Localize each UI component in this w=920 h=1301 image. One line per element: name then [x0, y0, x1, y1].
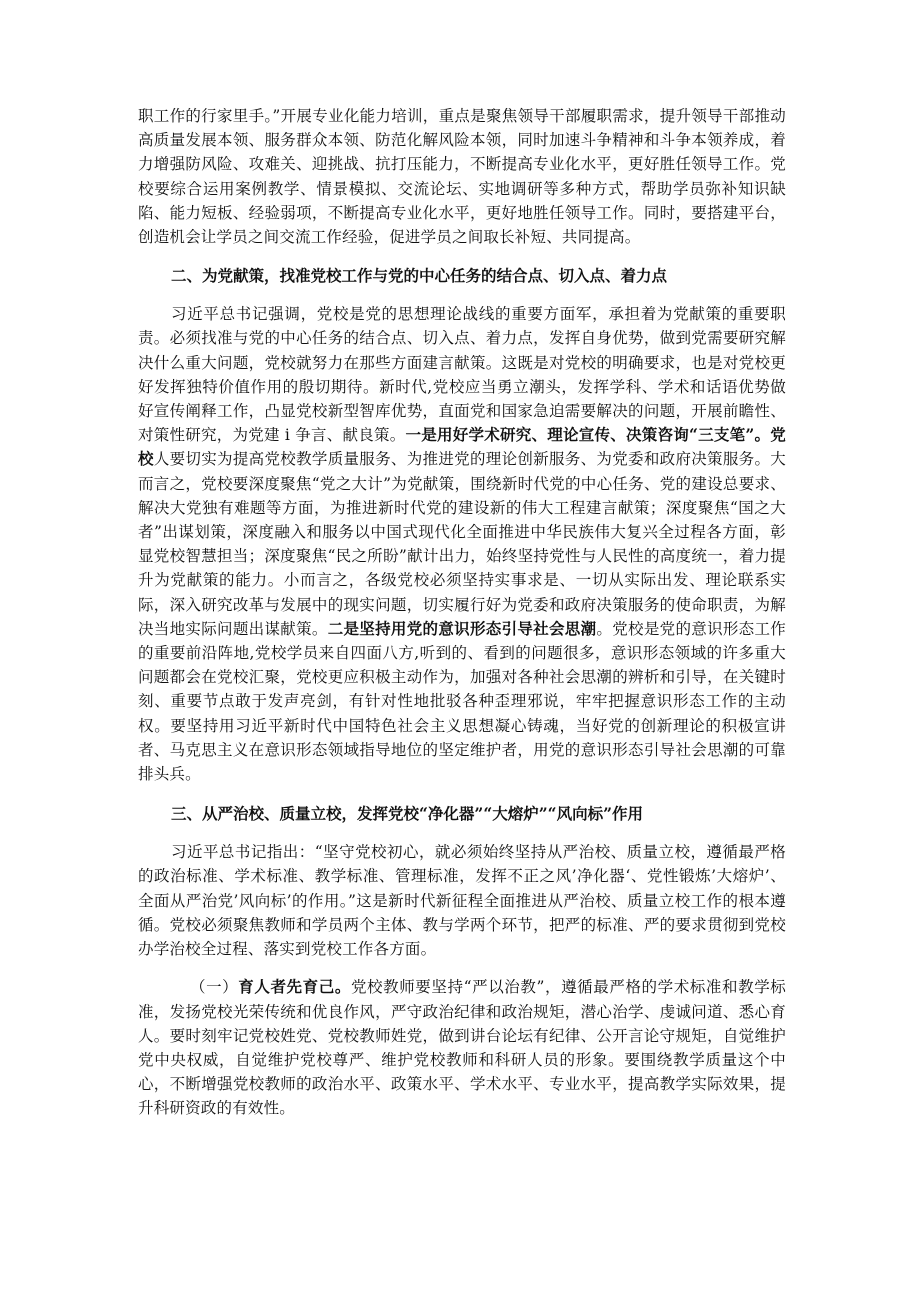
section-heading-3: 三、从严治校、质量立校，发挥党校“净化器”“大熔炉”“风向标”作用	[171, 804, 643, 824]
paragraph-3: 习近平总书记指出：“坚守党校初心，就必须始终坚持从严治校、质量立校，遵循最严格的政治标准、学术标准、教学标准、管理标准，发挥不正之风’净化器‘、党性锻炼’大熔炉’、全面从严治党’风向标’的作用。”这是新时代新征程全面推进从严治校、质量立校工作的根本遵循。党校必须聚焦教师和学员两个主体、教与学两个环节，把严的标准、严的要求贯彻到党校办学治校全过程、落实到党校工作各方面。	[138, 843, 786, 959]
paragraph-2	[138, 302, 786, 786]
paragraph-4	[138, 975, 786, 1120]
document-page	[138, 104, 786, 1121]
paragraph-2-text-c: 。党校是党的意识形态工作的重要前沿阵地,党校学员来自四面八方,听到的、看到的问题很多，意识形态领域的许多重大问题都会在党校汇聚，党校更应积极主动作为，加强对各种社会思潮的辨析和引导，在关键时刻、重要节点敢于发声亮剑，有针对性地批驳各种歪理邪说，牢牢把握意识形态工作的主动权。要坚持用习近平新时代中国特色社会主义思想凝心铸魂，当好党的创新理论的积极宣讲者、马克思主义在意识形态领域指导地位的坚定维护者，用党的意识形态引导社会思潮的可靠排头兵。	[138, 619, 787, 784]
paragraph-4-label: （一）	[190, 978, 239, 997]
paragraph-4-emphasis: 育人者先育己。	[238, 977, 351, 997]
paragraph-2-emphasis-1: 一是用好学术研究、理论宣传、决策咨询“三支笔”。党校	[138, 425, 786, 469]
paragraph-4-text: 党校教师要坚持“严以治教”，遵循最严格的学术标准和教学标准，发扬党校光荣传统和优良作风，严守政治纪律和政治规矩，潜心治学、虔诚问道、悉心育人。要时刻牢记党校姓党、党校教师姓党，做到讲台论坛有纪律、公开言论守规矩，自觉维护党中央权威，自觉维护党校尊严、维护党校教师和科研人员的形象。要围绕教学质量这个中心，不断增强党校教师的政治水平、政策水平、学术水平、专业水平，提高教学实际效果，提升科研资政的有效性。	[138, 978, 786, 1118]
paragraph-2-text-a: 习近平总书记强调，党校是党的思想理论战线的重要方面军，承担着为党献策的重要职责。必须找准与党的中心任务的结合点、切入点、着力点，发挥自身优势，做到党需要研究解决什么重大问题，党校就努力在那些方面建言献策。这既是对党校的明确要求，也是对党校更好发挥独特价值作用的殷切期待。新时代,党校应当勇立潮头，发挥学科、学术和话语优势做好宣传阐释工作，凸显党校新型智库优势，直面党和国家急迫需要解决的问题，开展前瞻性、对策性研究，为党建 i 争言、献良策。	[138, 305, 786, 445]
section-heading-2: 二、为党献策，找准党校工作与党的中心任务的结合点、切入点、着力点	[171, 266, 668, 286]
paragraph-1: 职工作的行家里手。”开展专业化能力培训，重点是聚焦领导干部履职需求，提升领导干部推动高质量发展本领、服务群众本领、防范化解风险本领，同时加速斗争精神和斗争本领养成，着力增强防风险、攻难关、迎挑战、抗打压能力，不断提高专业化水平，更好胜任领导工作。党校要综合运用案例教学、情景模拟、交流论坛、实地调研等多种方式，帮助学员弥补知识缺陷、能力短板、经验弱项，不断提高专业化水平，更好地胜任领导工作。同时，要搭建平台，创造机会让学员之间交流工作经验，促进学员之间取长补短、共同提高。	[138, 107, 786, 247]
paragraph-2-emphasis-2: 二是坚持用党的意识形态引导社会思潮	[327, 618, 597, 638]
paragraph-2-text-b: 人要切实为提高党校教学质量服务、为推进党的理论创新服务、为党委和政府决策服务。大而言之，党校要深度聚焦“党之大计”为党献策，围绕新时代党的中心任务、党的建设总要求、解决大党独有难题等方面，为推进新时代党的建设新的伟大工程建言献策；深度聚焦“国之大者”出谋划策，深度融入和服务以中国式现代化全面推进中华民族伟大复兴全过程各方面，彰显党校智慧担当；深度聚焦“民之所盼”献计出力，始终坚持党性与人民性的高度统一，着力提升为党献策的能力。小而言之，各级党校必须坚持实事求是、一切从实际出发、理论联系实际，深入研究改革与发展中的现实问题，切实履行好为党委和政府决策服务的使命职责，为解决当地实际问题出谋献策。	[138, 450, 786, 638]
